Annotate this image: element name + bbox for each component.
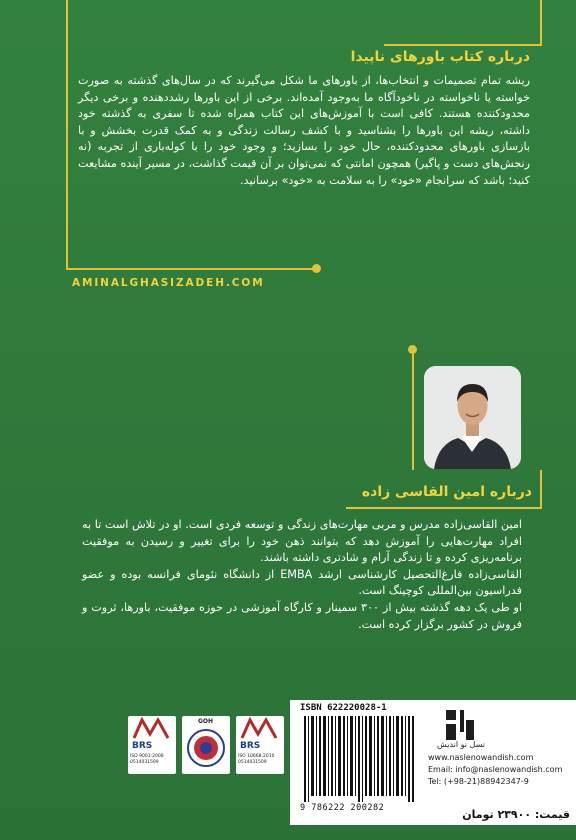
brs-badge-1 bbox=[128, 716, 176, 774]
frame-dot-1 bbox=[312, 264, 321, 273]
publisher-website[interactable]: www.naslenowandish.com bbox=[428, 753, 534, 762]
publisher-logo-icon bbox=[440, 708, 480, 742]
publisher-name: نسل نو اندیش bbox=[437, 740, 485, 749]
badge-iso: ISO 10668:2010 0514031509 bbox=[238, 754, 275, 765]
frame-line-top-right bbox=[540, 0, 542, 46]
website-link[interactable]: AMINALGHASIZADEH.COM bbox=[72, 277, 265, 289]
brs-badge-2 bbox=[236, 716, 284, 774]
frame-line-mid-horizontal bbox=[346, 507, 542, 509]
certification-badges bbox=[128, 716, 288, 776]
frame-line-mid-right bbox=[540, 470, 542, 509]
barcode-icon bbox=[300, 716, 420, 802]
frame-line-mid-vertical bbox=[412, 350, 414, 470]
publisher-contact bbox=[428, 752, 570, 788]
frame-line-top-bottom bbox=[66, 268, 316, 270]
about-author-paragraph-3: او طی یک دهه گذشته بیش از ۳۰۰ سمینار و کارگاه آموزشی در حوزه موفقیت، باورها، ثروت و فروش در کشور برگزار کرده است. bbox=[82, 600, 522, 631]
author-photo bbox=[424, 366, 521, 469]
price: قیمت: ۲۳۹۰۰ تومان bbox=[462, 808, 570, 821]
about-book-title: درباره کتاب باورهای ناپیدا bbox=[350, 49, 530, 65]
frame-line-top-left bbox=[66, 0, 68, 270]
about-author-paragraph-2: القاسی‌زاده فارغ‌التحصیل کارشناسی ارشد EMBA از دانشگاه نئومای فرانسه بوده و عضو فدراسیون بین‌المللی کوچینگ است. bbox=[82, 567, 522, 598]
goh-badge bbox=[182, 716, 230, 774]
frame-line-title-underline bbox=[384, 44, 542, 46]
barcode-number: 9 786222 200282 bbox=[300, 803, 385, 813]
frame-dot-2 bbox=[408, 345, 417, 354]
isbn: ISBN 622220028-1 bbox=[300, 703, 387, 713]
about-book-paragraph: ریشه تمام تصمیمات و انتخاب‌ها، از باورهای ما شکل می‌گیرند که در سال‌های گذشته به صورت خواسته یا ناخواسته در ناخودآگاه ما به‌وجود آمده‌اند. برخی از این باورها رشددهنده و برخی دیگر محدودکننده هستند. کافی است با آموزش‌های این کتاب همراه شده تا سفری به گذشته خود داشته، ریشه این باورها را بشناسید و با کشف رسالت زندگی و به کمک قدرت بخشش و با بازسازی باورهای محدودکننده، حال خود را بسازید؛ و وجود خود را با کوله‌باری از تجربه (نه رنجش‌های دست و پاگیر) همچون امانتی که نمی‌توان بر آن قیمت گذاشت، در مسیر آینده مشایعت کنید؛ باشد که سرانجام «خود» را به سلامت به «خود» برسانید. bbox=[78, 74, 530, 187]
badge-label: GOH bbox=[198, 718, 214, 725]
badge-label: BRS bbox=[240, 741, 261, 751]
about-author-title: درباره امین القاسی زاده bbox=[361, 484, 532, 500]
publisher-email[interactable]: Email: info@naslenowandish.com bbox=[428, 765, 563, 774]
about-author-text bbox=[82, 517, 522, 633]
badge-iso: ISO 9001:2008 0514031509 bbox=[130, 754, 164, 765]
about-author-paragraph-1: امین القاسی‌زاده مدرس و مربی مهارت‌های زندگی و توسعه فردی است. او در تلاش است تا به افراد مهارت‌هایی را آموزش دهد که بتوانند ذهن خود را برای تغییر و رسیدن به موفقیت برنامه‌ریزی کرده و تا زندگی آرام و شادتری داشته باشند. bbox=[82, 518, 522, 565]
publisher-phone: Tel: (+98-21)88942347-9 bbox=[428, 777, 529, 786]
about-book-text bbox=[78, 73, 530, 189]
badge-label: BRS bbox=[132, 741, 153, 751]
